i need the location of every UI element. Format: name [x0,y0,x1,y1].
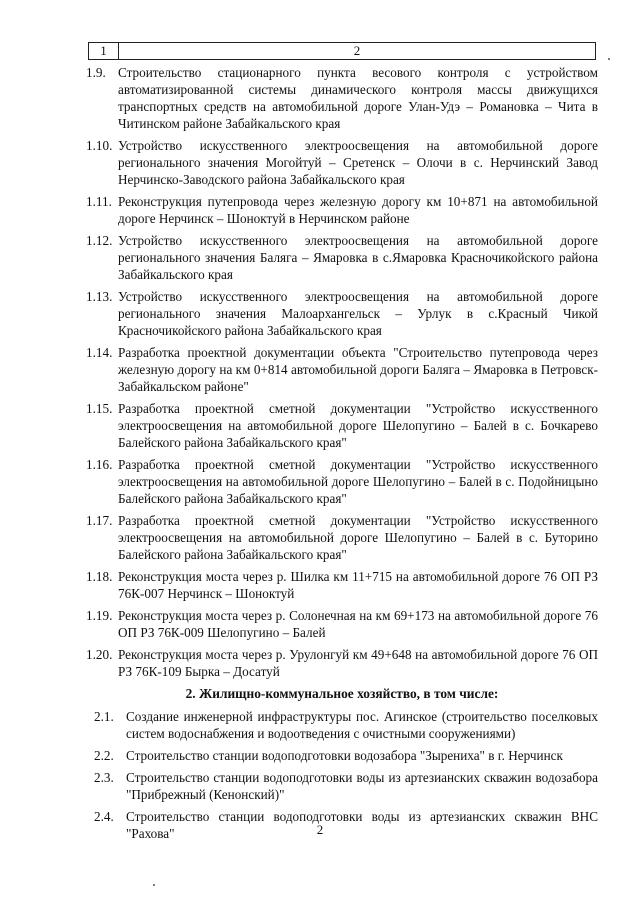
item-text: Реконструкция моста через р. Солонечная на км 69+173 на автомобильной дороге 76 ОП РЗ 76К-009 Шелопугино – Балей [118,608,598,640]
item-number: 1.20. [86,647,113,662]
item-number: 2.4. [94,809,114,824]
item-number: 2.2. [94,748,114,763]
list-item [86,288,598,339]
item-number: 1.18. [86,569,113,584]
item-number: 1.17. [86,513,113,528]
item-number: 1.12. [86,233,113,248]
item-text: Создание инженерной инфраструктуры пос. Агинское (строительство поселковых систем водоснабжения и водоотведения с очистными сооружениями) [126,709,598,741]
list-item [94,708,598,742]
item-text: Разработка проектной сметной документации "Устройство искусственного электроосвещения на автомобильной дороге Шелопугино – Балей в с. Бочкарево Балейского района Забайкальского края" [118,401,598,450]
item-number: 1.14. [86,345,113,360]
item-text: Строительство стационарного пункта весового контроля с устройством автоматизированной системы динамического контроля массы движущихся транспортных средств на автомобильной дороге Улан-Удэ – Романовка – Чита в Читинском районе Забайкальского края [118,65,598,131]
item-text: Разработка проектной сметной документации "Устройство искусственного электроосвещения на автомобильной дороге Шелопугино – Балей в с. Буторино Балейского района Забайкальского края" [118,513,598,562]
list-item [86,193,598,227]
item-text: Реконструкция моста через р. Шилка км 11+715 на автомобильной дороге 76 ОП РЗ 76К-007 Нерчинск – Шоноктуй [118,569,598,601]
item-text: Устройство искусственного электроосвещения на автомобильной дороге регионального значения Могойтуй – Сретенск – Олочи в с. Нерчинский Завод Нерчинско-Заводского района Забайкальского края [118,138,598,187]
item-text: Строительство станции водоподготовки воды из артезианских скважин ВНС "Рахова" [126,809,598,841]
item-text: Реконструкция моста через р. Урулонгуй км 49+648 на автомобильной дороге 76 ОП РЗ 76К-109 Бырка – Досатуй [118,647,598,679]
item-number: 1.10. [86,138,113,153]
item-number: 1.15. [86,401,113,416]
item-text: Устройство искусственного электроосвещения на автомобильной дороге регионального значения Баляга – Ямаровка в с.Ямаровка Красночикойского района Забайкальского края [118,233,598,282]
item-list [86,64,598,847]
list-item [86,568,598,602]
table-header [88,42,596,60]
list-item [86,646,598,680]
item-number: 1.19. [86,608,113,623]
item-number: 2.3. [94,770,114,785]
list-item [86,344,598,395]
table-header-col1: 1 [89,43,119,59]
list-item [86,64,598,132]
list-item [94,747,598,764]
list-item [94,769,598,803]
table-header-col2: 2 [353,43,361,58]
item-number: 2.1. [94,709,114,724]
page-number: 2 [316,822,324,837]
item-text: Строительство станции водоподготовки воды из артезианских скважин водозабора "Прибрежный (Кенонский)" [126,770,598,802]
list-item [86,400,598,451]
item-text: Разработка проектной документации объекта "Строительство путепровода через железную дорогу на км 0+814 автомобильной дороги Баляга – Ямаровка в Петровск-Забайкальском районе" [118,345,598,394]
scan-speck [153,884,155,886]
section-heading: 2. Жилищно-коммунальное хозяйство, в том числе: [185,686,499,701]
list-item [86,512,598,563]
scan-speck [608,58,610,60]
list-item [86,607,598,641]
list-item [86,232,598,283]
item-text: Устройство искусственного электроосвещения на автомобильной дороге регионального значения Малоархангельск – Урлук в с.Красный Чикой Красночикойского района Забайкальского края [118,289,598,338]
item-number: 1.9. [86,65,106,80]
item-number: 1.13. [86,289,113,304]
list-item [86,137,598,188]
item-number: 1.11. [86,194,112,209]
list-item [86,456,598,507]
item-text: Разработка проектной сметной документации "Устройство искусственного электроосвещения на автомобильной дороге Шелопугино – Балей в с. Подойницыно Балейского района Забайкальского края" [118,457,598,506]
item-text: Строительство станции водоподготовки водозабора "Зырениха" в г. Нерчинск [126,748,563,763]
item-number: 1.16. [86,457,113,472]
item-text: Реконструкция путепровода через железную дорогу км 10+871 на автомобильной дороге Нерчинск – Шоноктуй в Нерчинском районе [118,194,598,226]
